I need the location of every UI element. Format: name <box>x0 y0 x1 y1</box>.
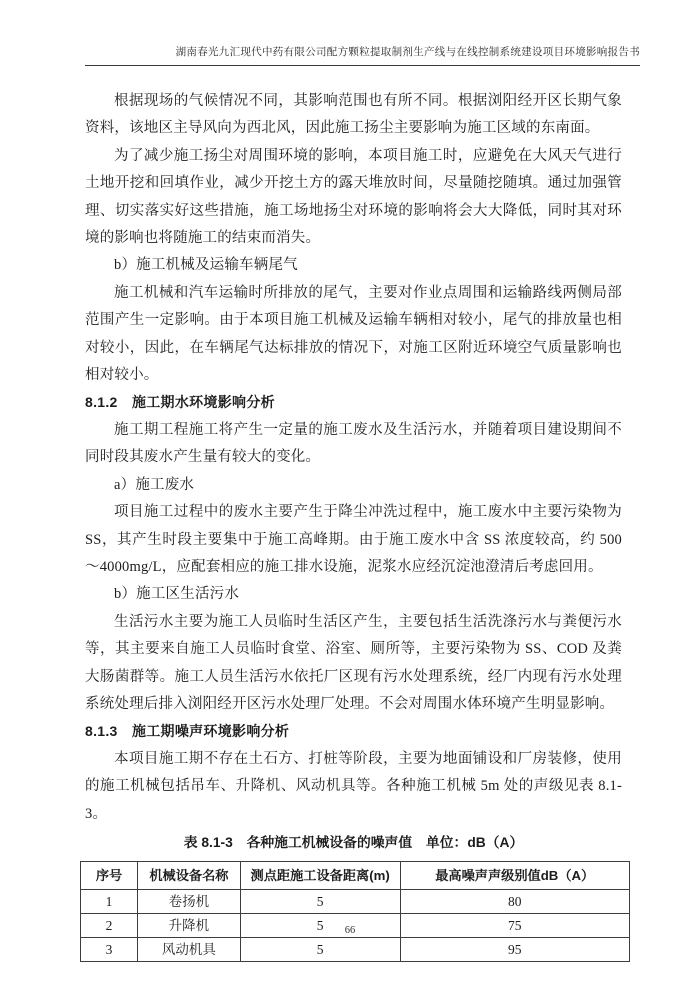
section-heading-8-1-2: 8.1.2 施工期水环境影响分析 <box>85 394 275 411</box>
cell-index: 1 <box>81 890 138 914</box>
paragraph-noise-intro: 本项目施工期不存在土石方、打桩等阶段，主要为地面铺设和厂房装修，使用的施工机械包括吊车、升降机、风动机具等。各种施工机械 5m 处的声级见表 8.1-3。 <box>85 750 622 822</box>
paragraph-domestic-sewage: 生活污水主要为施工人员临时生活区产生，主要包括生活洗涤污水与粪便污水等，其主要来自施工人员临时食堂、浴室、厕所等，主要污染物为 SS、COD 及粪大肠菌群等。施工人员生活污水依托厂区现有污水处理系统，经厂内现有污水处理系统处理后排入浏阳经开区污水处理厂处理。不会对周围水体环境产生明显影响。 <box>85 613 622 712</box>
paragraph-construction-wastewater: 项目施工过程中的废水主要产生于降尘冲洗过程中，施工废水中主要污染物为SS，其产生时段主要集中于施工高峰期。由于施工废水中含 SS 浓度较高，约 500～4000mg/L，应配套相应的施工排水设施，泥浆水应经沉淀池澄清后考虑回用。 <box>85 504 622 575</box>
cell-max-noise: 95 <box>400 938 630 962</box>
section-heading-8-1-3: 8.1.3 施工期噪声环境影响分析 <box>85 723 290 740</box>
sub-heading-vehicle-exhaust: b）施工机械及运输车辆尾气 <box>114 257 298 274</box>
cell-max-noise: 80 <box>400 890 630 914</box>
column-header-max-noise: 最高噪声声级别值dB（A） <box>400 862 630 890</box>
table-caption: 表 8.1-3 各种施工机械设备的噪声值 单位：dB（A） <box>183 834 524 850</box>
cell-distance: 5 <box>240 938 400 962</box>
sub-heading-domestic-sewage: b）施工区生活污水 <box>114 586 240 603</box>
cell-equipment-name: 风动机具 <box>138 938 241 962</box>
paragraph-dust-mitigation: 为了减少施工扬尘对周围环境的影响，本项目施工时，应避免在大风天气进行土地开挖和回填作业，减少开挖土方的露天堆放时间，尽量随挖随填。通过加强管理、切实落实好这些措施，施工场地扬尘对环境的影响将会大大降低，同时其对环境的影响也将随施工的结束而消失。 <box>85 147 622 247</box>
cell-equipment-name: 卷扬机 <box>138 890 241 914</box>
cell-index: 2 <box>81 914 138 938</box>
running-header: 湖南春光九汇现代中药有限公司配方颗粒提取制剂生产线与在线控制系统建设项目环境影响报告书 <box>85 44 640 66</box>
column-header-index: 序号 <box>81 862 138 890</box>
paragraph-water-intro: 施工期工程施工将产生一定量的施工废水及生活污水，并随着项目建设期间不同时段其废水产生量有较大的变化。 <box>85 421 622 466</box>
cell-distance: 5 <box>240 890 400 914</box>
noise-level-table <box>80 861 630 962</box>
column-header-equipment-name: 机械设备名称 <box>138 862 241 890</box>
cell-max-noise: 75 <box>400 914 630 938</box>
table-row <box>81 938 630 962</box>
page-number: 66 <box>344 925 356 936</box>
table-row <box>81 890 630 914</box>
table-header-row <box>81 862 630 890</box>
paragraph-dust-impact: 根据现场的气候情况不同，其影响范围也有所不同。根据浏阳经开区长期气象资料，该地区主导风向为西北风，因此施工扬尘主要影响为施工区域的东南面。 <box>85 93 622 137</box>
cell-distance: 5 <box>240 914 400 938</box>
column-header-distance: 测点距施工设备距离(m) <box>240 862 400 890</box>
document-body <box>85 88 622 962</box>
cell-equipment-name: 升降机 <box>138 914 241 938</box>
cell-index: 3 <box>81 938 138 962</box>
paragraph-vehicle-exhaust: 施工机械和汽车运输时所排放的尾气，主要对作业点周围和运输路线两侧局部范围产生一定影响。由于本项目施工机械及运输车辆相对较小，尾气的排放量也相对较小，因此，在车辆尾气达标排放的情况下，对施工区附近环境空气质量影响也相对较小。 <box>85 284 622 384</box>
sub-heading-construction-wastewater: a）施工废水 <box>114 476 195 493</box>
